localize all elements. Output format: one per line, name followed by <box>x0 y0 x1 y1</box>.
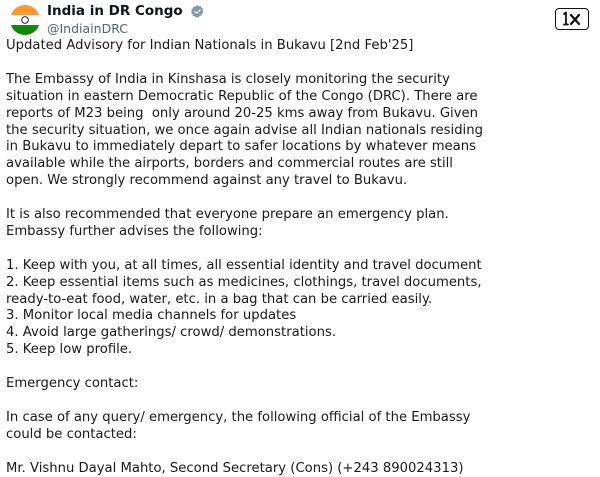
emergency-heading: Emergency contact: <box>6 376 139 392</box>
verified-badge-icon <box>190 4 205 19</box>
post-header <box>0 0 600 40</box>
advice-item: ready-to-eat food, water, etc. in a bag that can be carried easily. <box>6 291 433 307</box>
advice-item: 3. Monitor local media channels for updates <box>6 308 297 324</box>
plan-line: It is also recommended that everyone prepare an emergency plan. <box>6 207 449 223</box>
advice-item: 1. Keep with you, at all times, all essential identity and travel document <box>6 257 482 273</box>
india-flag-icon <box>10 5 40 35</box>
intro-line: reports of M23 being only around 20-25 kms away from Bukavu. Given <box>6 105 478 121</box>
query-line: In case of any query/ emergency, the following official of the Embassy <box>6 409 471 425</box>
advice-item: 5. Keep low profile. <box>6 342 133 358</box>
advice-list <box>6 258 600 359</box>
intro-line: in Bukavu to immediately depart to safer locations by whatever means <box>6 139 476 155</box>
plan-line: Embassy further advises the following: <box>6 223 263 239</box>
advice-item: 2. Keep essential items such as medicines, clothings, travel documents, <box>6 274 482 290</box>
avatar[interactable] <box>10 5 40 35</box>
advice-item: 4. Avoid large gatherings/ crowd/ demonstrations. <box>6 325 337 341</box>
one-x-zoom-icon <box>556 9 587 28</box>
query-line: could be contacted: <box>6 426 137 442</box>
zoom-button[interactable] <box>555 8 589 30</box>
query-paragraph <box>6 410 600 444</box>
contact-line: Mr. Vishnu Dayal Mahto, Second Secretary (Cons) (+243 890024313) <box>6 460 464 476</box>
intro-line: situation in eastern Democratic Republic of the Congo (DRC). There are <box>6 88 478 104</box>
intro-line: the security situation, we once again advise all Indian nationals residing <box>6 122 483 138</box>
intro-line: The Embassy of India in Kinshasa is closely monitoring the security <box>6 71 450 87</box>
advisory-title: Updated Advisory for Indian Nationals in Bukavu [2nd Feb'25] <box>6 38 414 53</box>
plan-paragraph <box>6 207 600 241</box>
author-name[interactable]: India in DR Congo <box>47 3 183 19</box>
intro-paragraph <box>6 72 600 190</box>
author-handle[interactable]: @IndiainDRC <box>47 21 128 36</box>
post-body <box>6 38 600 477</box>
intro-line: open. We strongly recommend against any travel to Bukavu. <box>6 173 408 189</box>
intro-line: available while the airports, borders and commercial routes are still <box>6 156 453 172</box>
